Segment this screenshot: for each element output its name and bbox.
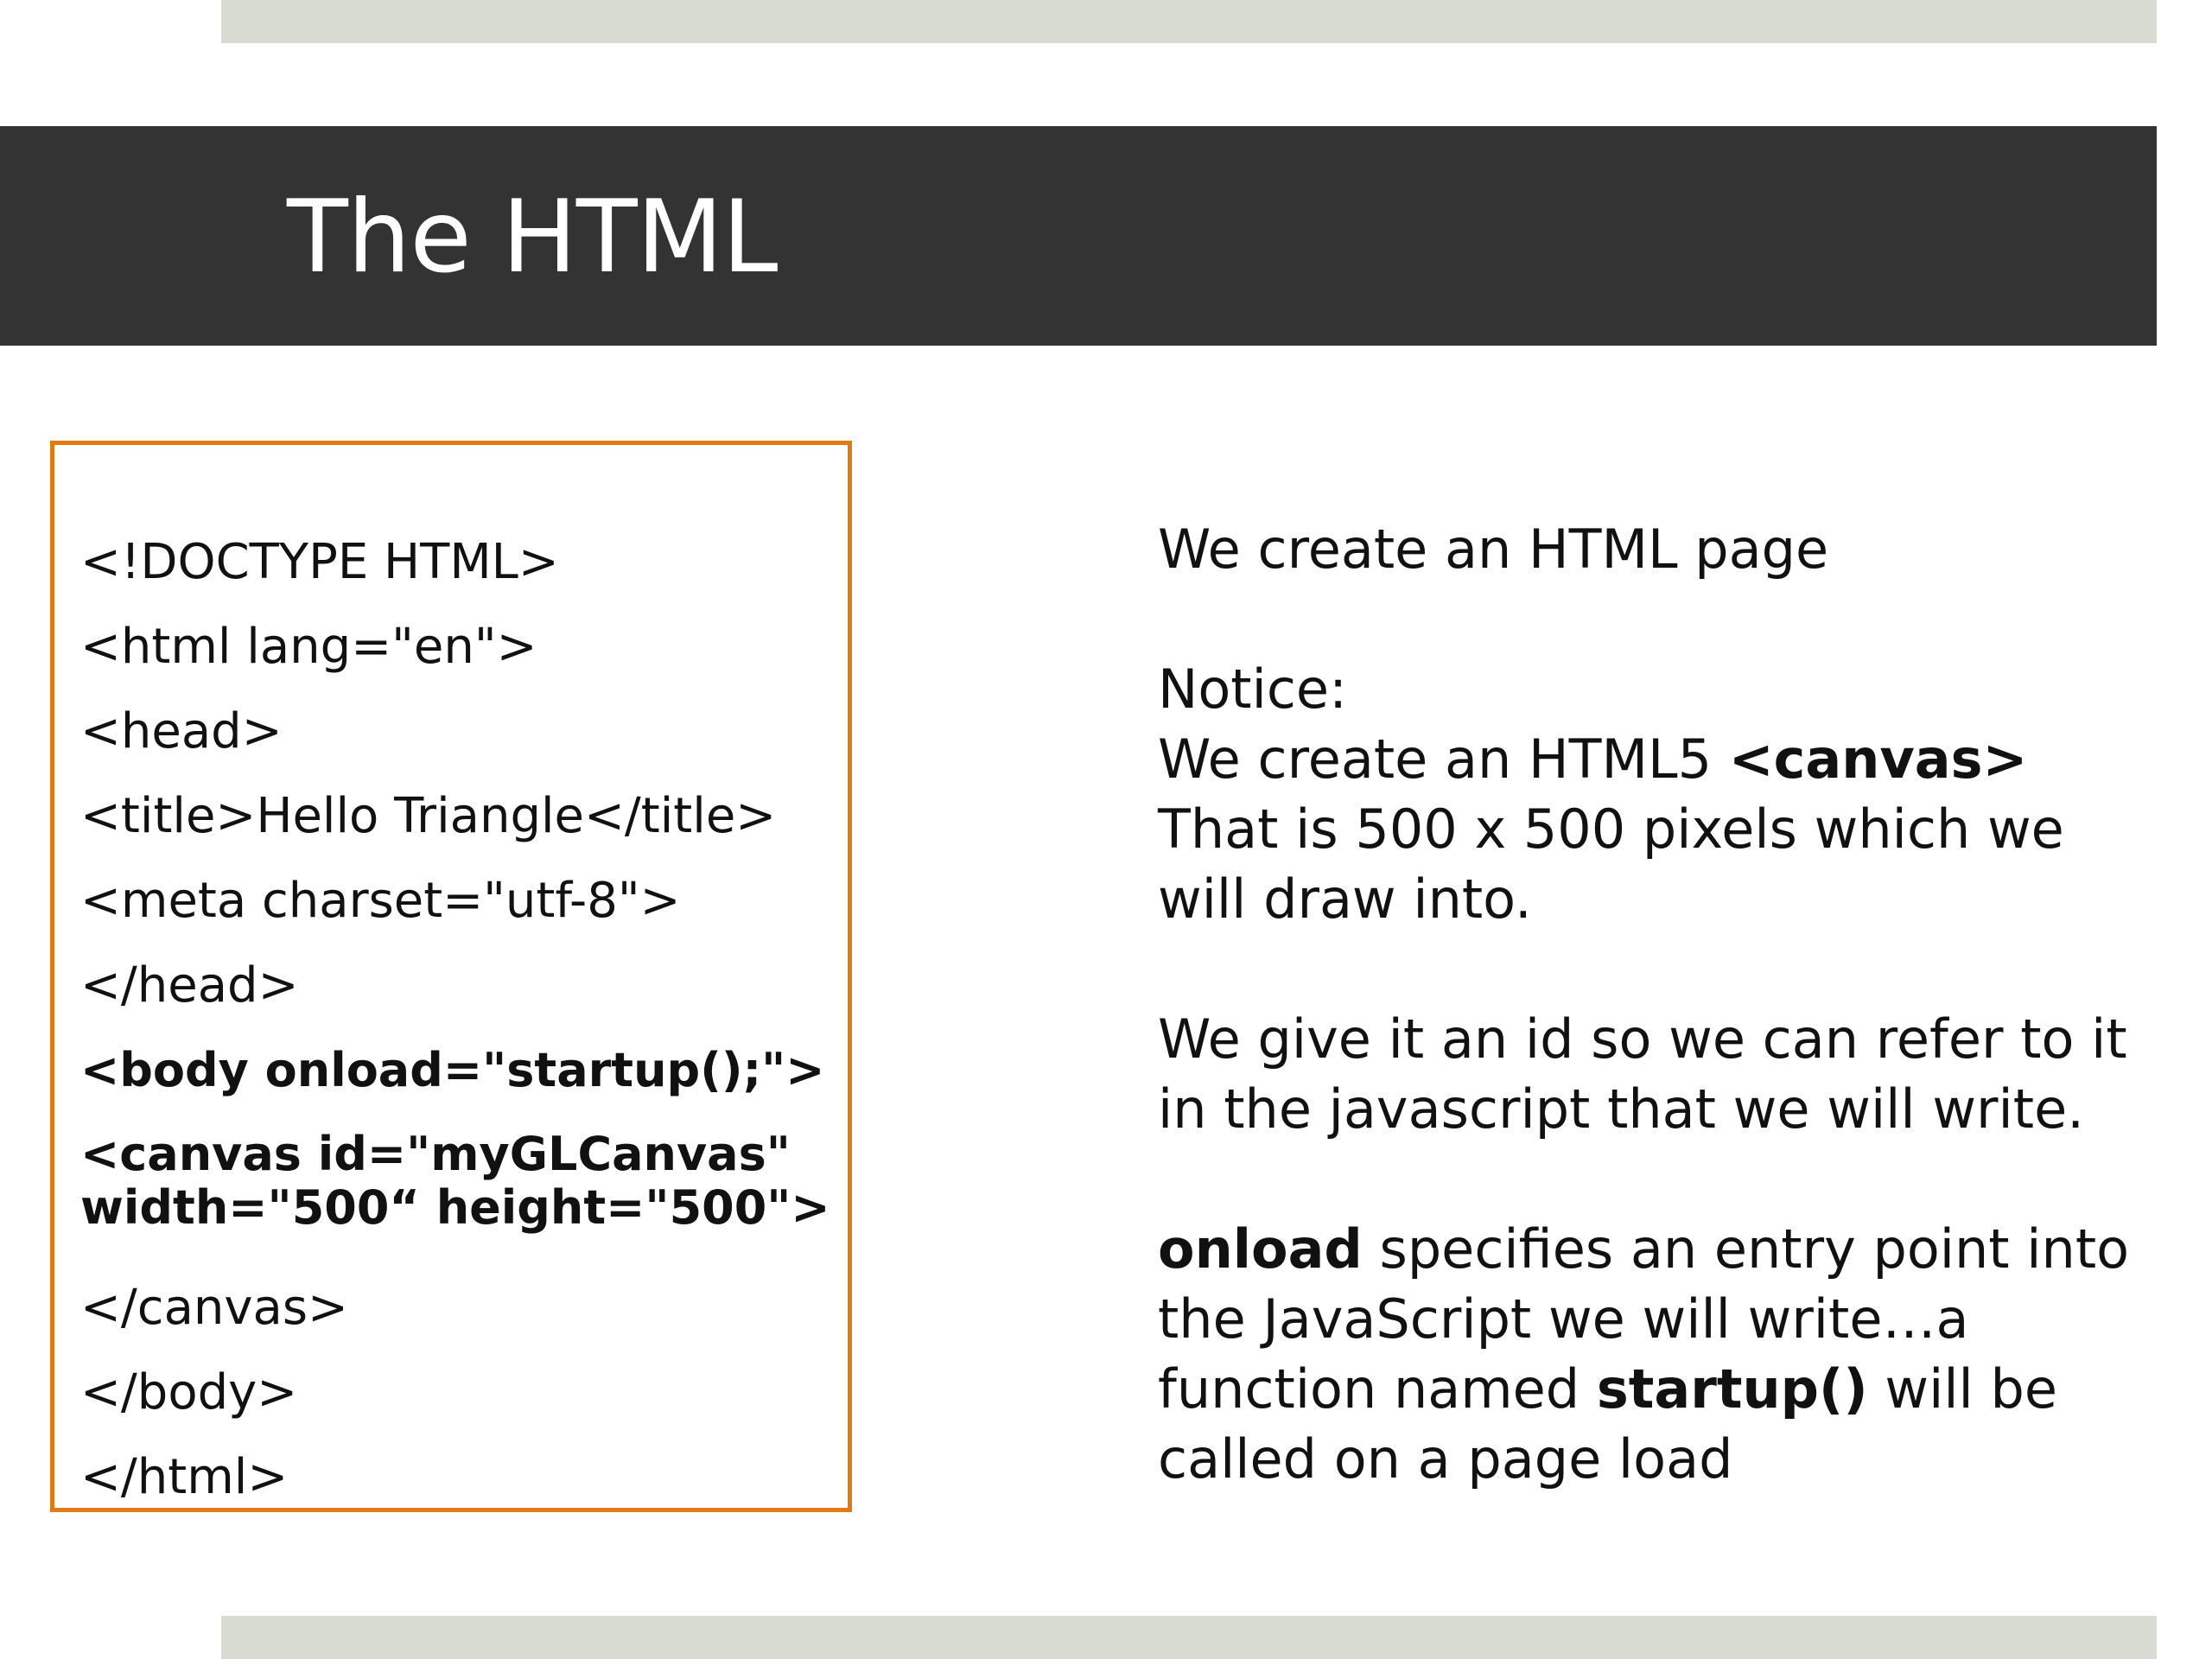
canvas-tag-text: <canvas> — [1728, 728, 2028, 791]
id-text: We give it an id so we can refer to it in the javascript that we will write. — [1158, 1007, 2127, 1141]
code-line-head-open: <head> — [80, 703, 283, 760]
code-line-head-close: </head> — [80, 957, 299, 1014]
onload-description: specifies an entry point into the JavaScript we will write…a function named — [1158, 1217, 2130, 1421]
code-line-doctype: <!DOCTYPE HTML> — [80, 534, 559, 590]
code-line-html-close: </html> — [80, 1449, 289, 1505]
code-line-body-open: <body onload="startup();"> — [80, 1043, 825, 1097]
code-line-html-open: <html lang="en"> — [80, 619, 537, 675]
bottom-decor-band — [221, 1616, 2157, 1659]
explanation-text — [1158, 514, 2152, 1494]
canvas-prefix-text: We create an HTML5 — [1158, 728, 1729, 791]
spacer — [1158, 934, 2152, 1004]
spacer — [1158, 584, 2152, 654]
top-decor-band — [221, 0, 2157, 43]
code-line-canvas-open: <canvas id="myGLCanvas" width="500“ height="500"> — [80, 1127, 830, 1235]
notice-label: Notice: — [1158, 658, 1347, 721]
code-box — [50, 441, 852, 1512]
onload-end-text: will be called on a page load — [1158, 1357, 2057, 1491]
code-line-body-close: </body> — [80, 1364, 298, 1421]
code-line-title: <title>Hello Triangle</title> — [80, 788, 777, 844]
code-line-meta: <meta charset="utf-8"> — [80, 873, 681, 929]
startup-keyword: startup() — [1596, 1357, 1868, 1421]
onload-paragraph — [1158, 1214, 2152, 1494]
slide-title: The HTML — [287, 179, 778, 296]
canvas-size-text: That is 500 x 500 pixels which we will draw into. — [1158, 798, 2064, 931]
canvas-paragraph — [1158, 724, 2152, 794]
code-line-canvas-close: </canvas> — [80, 1280, 348, 1336]
intro-text: We create an HTML page — [1158, 518, 1829, 581]
onload-keyword: onload — [1158, 1217, 1363, 1281]
spacer — [1158, 1144, 2152, 1214]
